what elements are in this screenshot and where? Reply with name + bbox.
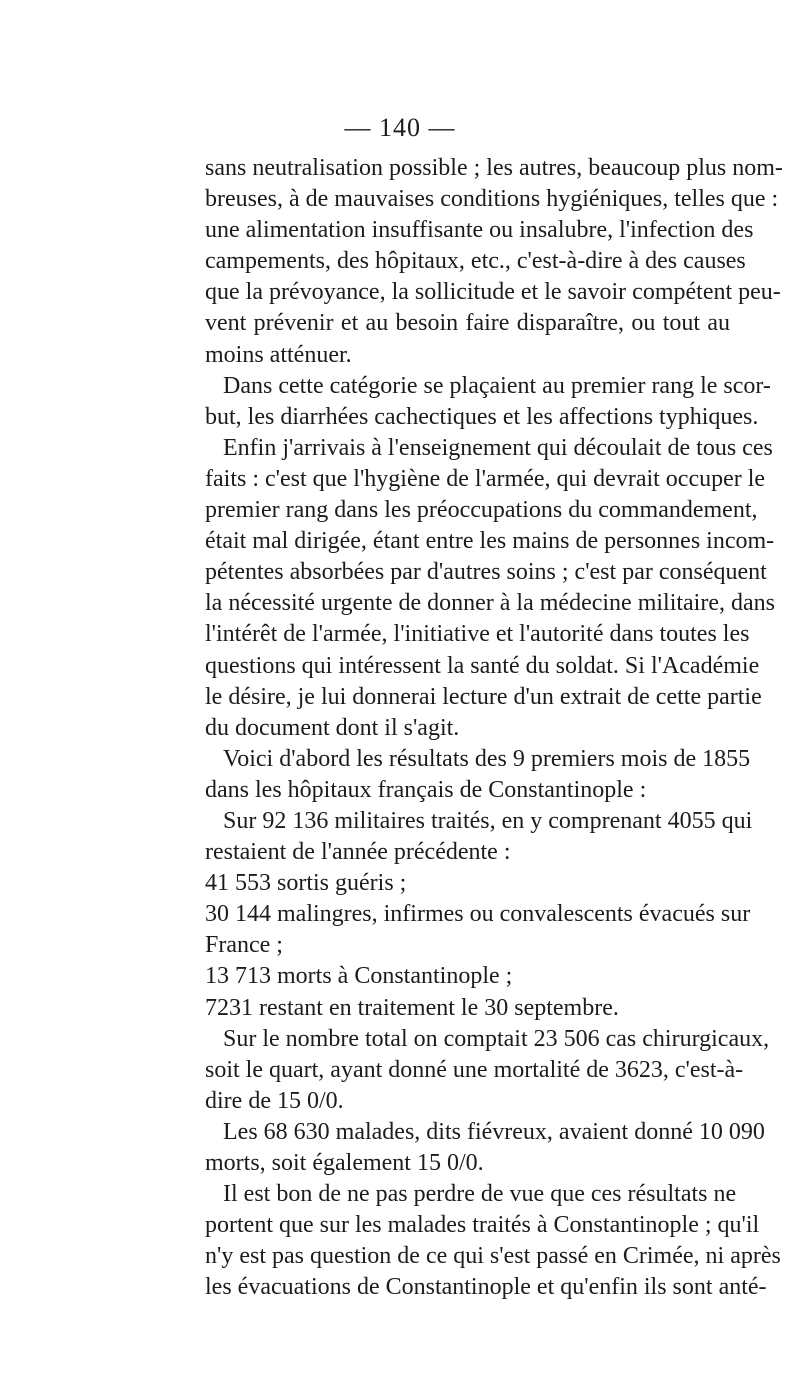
text-line: moins atténuer. <box>205 341 352 368</box>
text-line: restaient de l'année précédente : <box>205 839 511 866</box>
text-line: portent que sur les malades traités à Constantinople ; qu'il <box>205 1212 760 1239</box>
text-line: Enfin j'arrivais à l'enseignement qui découlait de tous ces <box>223 434 773 461</box>
text-line: 7231 restant en traitement le 30 septembre. <box>205 994 619 1021</box>
text-line: 41 553 sortis guéris ; <box>205 870 407 897</box>
text-line: dans les hôpitaux français de Constantinople : <box>205 776 647 803</box>
page-number: — 140 — <box>344 113 456 142</box>
text-line: une alimentation insuffisante ou insalubre, l'infection des <box>205 217 754 244</box>
text-line: Il est bon de ne pas perdre de vue que ces résultats ne <box>223 1181 737 1208</box>
text-line: pétentes absorbées par d'autres soins ; c'est par conséquent <box>205 559 767 586</box>
text-line: 13 713 morts à Constantinople ; <box>205 963 513 990</box>
text-line: but, les diarrhées cachectiques et les affections typhiques. <box>205 403 759 430</box>
text-line: breuses, à de mauvaises conditions hygiéniques, telles que : <box>205 186 779 213</box>
text-line: questions qui intéressent la santé du soldat. Si l'Académie <box>205 652 760 679</box>
text-line: Sur le nombre total on comptait 23 506 cas chirurgicaux, <box>223 1025 770 1052</box>
text-line: Dans cette catégorie se plaçaient au premier rang le scor- <box>223 372 771 399</box>
text-line: Sur 92 136 militaires traités, en y comprenant 4055 qui <box>223 807 753 834</box>
text-line: Les 68 630 malades, dits fiévreux, avaient donné 10 090 <box>223 1118 765 1145</box>
text-line: dire de 15 0/0. <box>205 1087 344 1114</box>
text-line: faits : c'est que l'hygiène de l'armée, qui devrait occuper le <box>205 465 766 492</box>
text-line: premier rang dans les préoccupations du commandement, <box>205 497 758 524</box>
text-line: du document dont il s'agit. <box>205 714 460 741</box>
text-line: morts, soit également 15 0/0. <box>205 1150 484 1176</box>
text-line: n'y est pas question de ce qui s'est passé en Crimée, ni après <box>205 1243 781 1270</box>
text-line: Voici d'abord les résultats des 9 premiers mois de 1855 <box>223 745 751 772</box>
text-line: France ; <box>205 932 283 959</box>
text-line: était mal dirigée, étant entre les mains de personnes incom- <box>205 528 775 555</box>
body-text <box>205 153 783 1303</box>
text-line: la nécessité urgente de donner à la médecine militaire, dans <box>205 590 775 617</box>
text-line: 30 144 malingres, infirmes ou convalescents évacués sur <box>205 901 751 928</box>
text-line: sans neutralisation possible ; les autres, beaucoup plus nom- <box>205 155 783 181</box>
text-line: les évacuations de Constantinople et qu'enfin ils sont anté- <box>205 1274 767 1301</box>
text-line: vent prévenir et au besoin faire disparaître, ou tout au <box>205 310 730 337</box>
text-line: que la prévoyance, la sollicitude et le savoir compétent peu- <box>205 279 781 306</box>
text-line: le désire, je lui donnerai lecture d'un extrait de cette partie <box>205 683 762 710</box>
text-line: soit le quart, ayant donné une mortalité de 3623, c'est-à- <box>205 1056 744 1083</box>
text-line: campements, des hôpitaux, etc., c'est-à-dire à des causes <box>205 248 746 275</box>
text-line: l'intérêt de l'armée, l'initiative et l'autorité dans toutes les <box>205 621 750 648</box>
